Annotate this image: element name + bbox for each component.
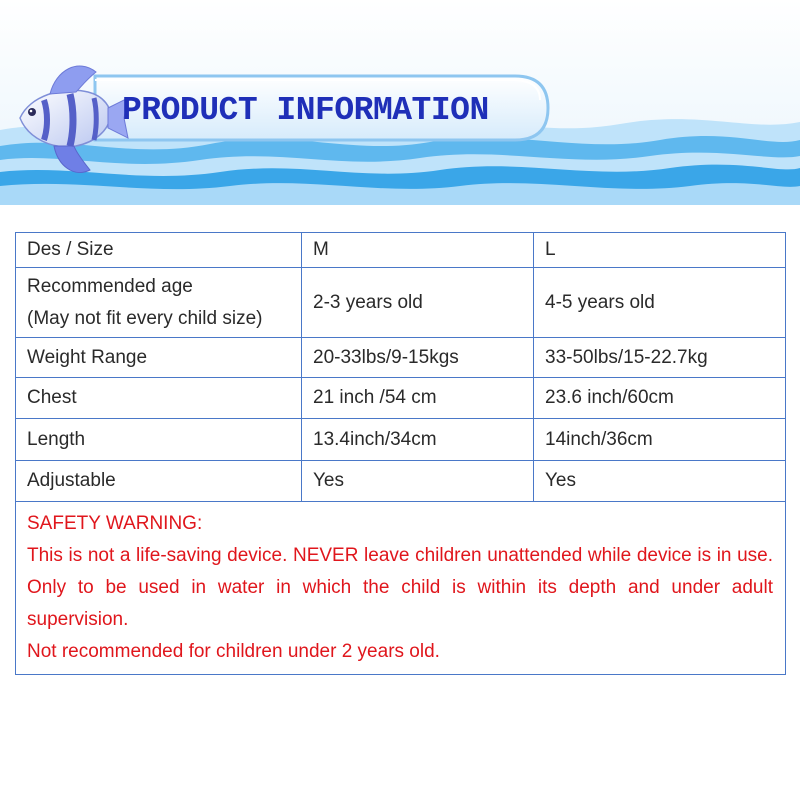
table-row	[16, 268, 786, 338]
column-header-des-size: Des / Size	[16, 233, 302, 268]
table-row	[16, 338, 786, 378]
cell-l: Yes	[534, 461, 786, 502]
recommended-age-label	[27, 271, 301, 335]
cell-m: Yes	[302, 461, 534, 502]
column-header-m: M	[302, 233, 534, 268]
table-row	[16, 378, 786, 419]
row-label	[16, 268, 302, 338]
warning-age-note: Not recommended for children under 2 years old.	[27, 641, 440, 662]
table-row	[16, 461, 786, 502]
product-info-table	[15, 232, 786, 675]
column-header-l: L	[534, 233, 786, 268]
row-label: Adjustable	[16, 461, 302, 502]
cell-m: 21 inch /54 cm	[302, 378, 534, 419]
page-title: PRODUCT INFORMATION	[122, 92, 489, 129]
row-label: Length	[16, 419, 302, 461]
header-banner	[0, 0, 800, 205]
cell-m: 13.4inch/34cm	[302, 419, 534, 461]
table-row	[16, 419, 786, 461]
cell-l: 33-50lbs/15-22.7kg	[534, 338, 786, 378]
table-header-row	[16, 233, 786, 268]
safety-warning	[16, 502, 786, 675]
cell-l: 23.6 inch/60cm	[534, 378, 786, 419]
cell-m: 2-3 years old	[302, 268, 534, 338]
warning-heading: SAFETY WARNING:	[27, 513, 203, 534]
row-label: Weight Range	[16, 338, 302, 378]
cell-l: 14inch/36cm	[534, 419, 786, 461]
warning-text: This is not a life-saving device. NEVER leave children unattended while device is in use. Only to be used in water in which the child is within its depth and under adult supervision.	[27, 545, 773, 630]
label-note: (May not fit every child size)	[27, 307, 263, 329]
cell-l: 4-5 years old	[534, 268, 786, 338]
warning-row	[16, 502, 786, 675]
label-line: Recommended age	[27, 275, 193, 297]
cell-m: 20-33lbs/9-15kgs	[302, 338, 534, 378]
row-label: Chest	[16, 378, 302, 419]
